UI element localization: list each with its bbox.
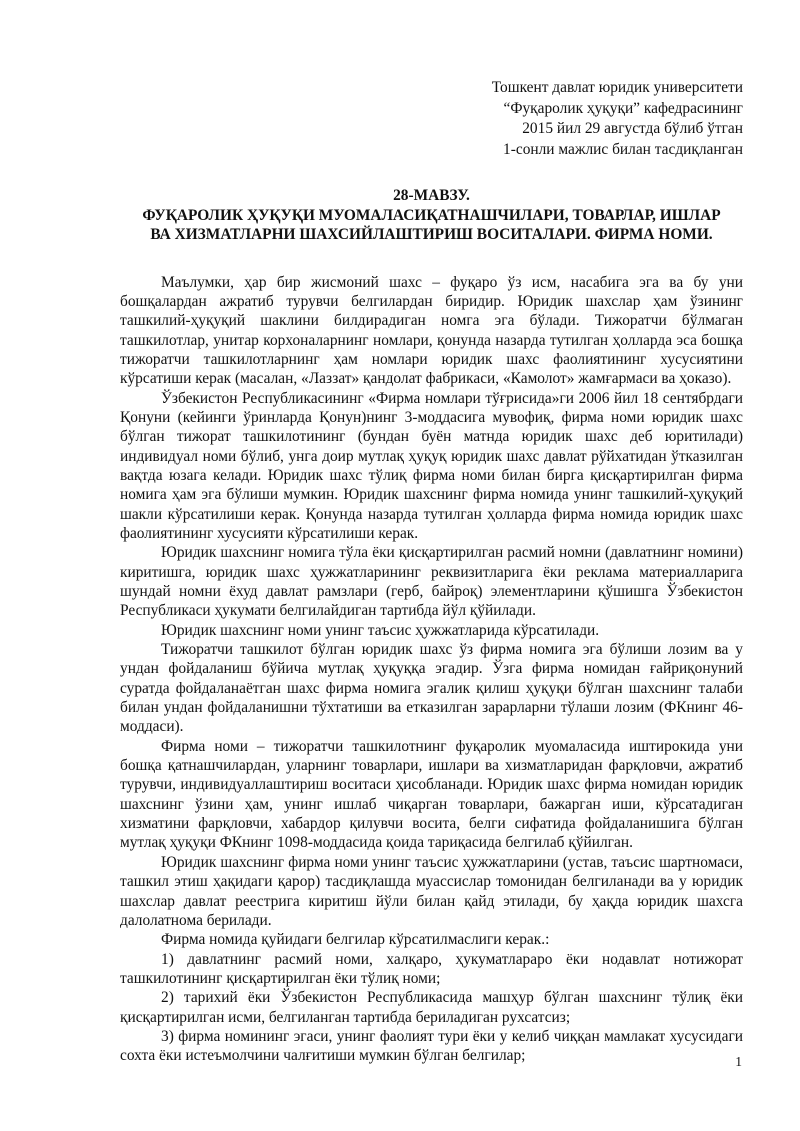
body-paragraph: Юридик шахснинг номи унинг таъсис ҳужжатларида кўрсатилади.: [161, 621, 600, 639]
list-item: 1) давлатнинг расмий номи, халқаро, ҳукуматлараро ёки нодавлат нотижорат ташкилотининг қисқартирилган ёки тўлиқ номи;: [120, 950, 743, 987]
document-body: [120, 273, 743, 1066]
page-number: 1: [735, 1054, 742, 1069]
body-paragraph: Фирма номида қуйидаги белгилар кўрсатилмаслиги керак.:: [161, 931, 550, 949]
list-item: 2) тарихий ёки Ўзбекистон Республикасида машҳур бўлган шахснинг тўлиқ ёки қисқартирилган исми, белгиланган тартибда бериладиган рухсатсиз;: [120, 989, 743, 1026]
topic-title-line-2: ВА ХИЗМАТЛАРНИ ШАХСИЙЛАШТИРИШ ВОСИТАЛАРИ. ФИРМА НОМИ.: [150, 226, 713, 243]
body-paragraph: Юридик шахснинг фирма номи унинг таъсис ҳужжатларини (устав, таъсис шартномаси, ташкил этиш ҳақидаги қарор) тасдиқлашда муассислар томонидан белгиланади ва у юридик шахслар давлат реестрига киритиш йўли билан қайд этилади, бу ҳақда юридик шахсга далолатнома берилади.: [120, 853, 743, 929]
body-paragraph: Фирма номи – тижоратчи ташкилотнинг фуқаролик муомаласида иштирокида уни бошқа қатнашчилардан, уларнинг товарлари, ишлари ва хизматларидан фарқловчи, ажратиб турувчи, индивидуаллаштириш воситаси ҳисобланади. Юридик шахс фирма номидан юридик шахснинг ўзини ҳам, унинг ишлаб чиқарган товарлари, бажарган иши, кўрсатадиган хизматини фарқловчи, хабардор қилувчи восита, белги сифатида фойдаланишига бўлган мутлақ ҳуқуқи ФКнинг 1098-моддасида қоида тариқасида белгилаб қўйилган.: [120, 737, 743, 852]
approval-line-date: 2015 йил 29 августда бўлиб ўтган: [522, 120, 743, 137]
approval-line-department: “Фуқаролик ҳуқуқи” кафедрасининг: [503, 99, 743, 117]
body-paragraph: Юридик шахснинг номига тўла ёки қисқартирилган расмий номни (давлатнинг номини) киритишга, юридик шахс ҳужжатларининг реквизитларига ёки реклама материалларига шундай номни ёхуд давлат рамзлари (герб, байроқ) элементларини қўшишга Ўзбекистон Республикаси ҳукумати белгилайдиган тартибда йўл қўйилади.: [120, 544, 743, 620]
approval-line-university: Тошкент давлат юридик университети: [491, 79, 743, 96]
approval-stamp-block: [120, 78, 743, 160]
topic-title-line-1: ФУҚАРОЛИК ҲУҚУҚИ МУОМАЛАСИҚАТНАШЧИЛАРИ, ТОВАРЛАР, ИШЛАР: [142, 206, 721, 224]
approval-line-protocol: 1-сонли мажлис билан тасдиқланган: [503, 140, 743, 158]
document-heading: [120, 186, 743, 245]
topic-number: 28-МАВЗУ.: [393, 187, 470, 204]
body-paragraph: Тижоратчи ташкилот бўлган юридик шахс ўз фирма номига эга бўлиши лозим ва у ундан фойдаланиш бўйича мутлақ ҳуқуққа эгадир. Ўзга фирма номидан ғайриқонуний суратда фойдаланаётган шахс фирма номига эгалик қилиш ҳуқуқи бўлган шахснинг талаби билан ундан фойдаланишни тўхтатиши ва етказилган зарарларни тўлаши лозим (ФКнинг 46-моддаси).: [120, 641, 743, 736]
body-paragraph: Маълумки, ҳар бир жисмоний шахс – фуқаро ўз исм, насабига эга ва бу уни бошқалардан ажратиб турувчи белгилардан биридир. Юридик шахслар ҳам ўзининг ташкилий-ҳуқуқий шаклини билдирадиган номга эга бўлади. Тижоратчи бўлмаган ташкилотлар, унитар корхоналарнинг номлари, қонунда назарда тутилган ҳолларда эса бошқа тижоратчи ташкилотларнинг ҳам номлари юридик шахс фаолиятининг хусусиятини кўрсатиши керак (масалан, «Лаззат» қандолат фабрикаси, «Камолот» жамғармаси ва ҳоказо).: [120, 273, 743, 388]
body-paragraph: Ўзбекистон Республикасининг «Фирма номлари тўғрисида»ги 2006 йил 18 сентябрдаги Қонуни (кейинги ўринларда Қонун)нинг 3-моддасига мувофиқ, фирма номи юридик шахс бўлган тижорат ташкилотининг (бундан буён матнда юридик шахс деб юритилади) индивидуал номи бўлиб, унга доир мутлақ ҳуқуқ юридик шахс давлат рўйхатидан ўтказилган вақтда юзага келади. Юридик шахс тўлиқ фирма номи билан бирга қисқартирилган фирма номига ҳам эга бўлиши мумкин. Юридик шахснинг фирма номида унинг ташкилий-ҳуқуқий шакли кўрсатилиши керак. Қонунда назарда тутилган ҳолларда фирма номида юридик шахс фаолиятининг хусусияти кўрсатилиши керак.: [120, 389, 743, 542]
list-item: 3) фирма номининг эгаси, унинг фаолият тури ёки у келиб чиққан мамлакат хусусидаги сохта ёки истеъмолчини чалғитиши мумкин бўлган белгилар;: [120, 1027, 743, 1065]
